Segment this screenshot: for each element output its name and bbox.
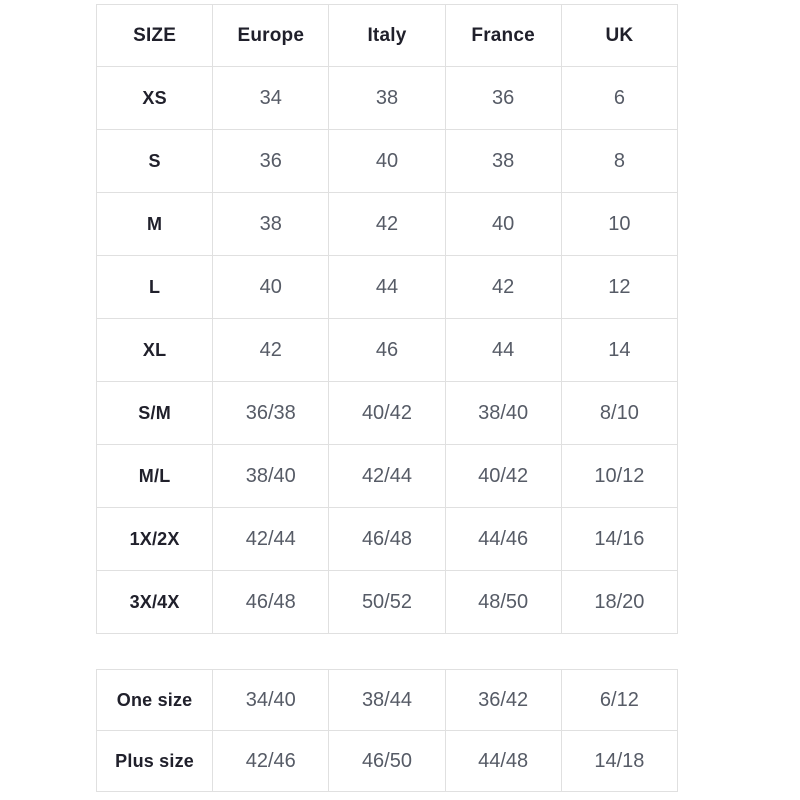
table-row: [97, 571, 678, 634]
size-conversion-table-body: [97, 67, 678, 634]
table-row: [97, 670, 678, 731]
table-header-row: [97, 5, 678, 67]
size-value-cell: 6: [561, 67, 677, 130]
column-header: UK: [561, 5, 677, 67]
table-row: [97, 382, 678, 445]
table-row: [97, 508, 678, 571]
size-label-cell: 3X/4X: [97, 571, 213, 634]
column-header: Italy: [329, 5, 445, 67]
size-value-cell: 40: [329, 130, 445, 193]
size-label-cell: M: [97, 193, 213, 256]
table-row: [97, 256, 678, 319]
size-value-cell: 44: [445, 319, 561, 382]
column-header: SIZE: [97, 5, 213, 67]
special-sizes-table-body: [97, 670, 678, 792]
size-value-cell: 40: [213, 256, 329, 319]
column-header: France: [445, 5, 561, 67]
size-value-cell: 8: [561, 130, 677, 193]
size-label-cell: One size: [97, 670, 213, 731]
size-label-cell: S: [97, 130, 213, 193]
size-value-cell: 50/52: [329, 571, 445, 634]
size-value-cell: 34/40: [213, 670, 329, 731]
size-value-cell: 40/42: [329, 382, 445, 445]
size-label-cell: S/M: [97, 382, 213, 445]
size-label-cell: M/L: [97, 445, 213, 508]
size-label-cell: XL: [97, 319, 213, 382]
size-conversion-table: [96, 4, 678, 634]
table-row: [97, 67, 678, 130]
size-value-cell: 14/18: [561, 731, 677, 792]
size-value-cell: 36: [213, 130, 329, 193]
size-value-cell: 38: [445, 130, 561, 193]
size-value-cell: 42/44: [329, 445, 445, 508]
table-gap-spacer: [96, 634, 678, 669]
size-value-cell: 42/46: [213, 731, 329, 792]
size-value-cell: 40: [445, 193, 561, 256]
table-row: [97, 445, 678, 508]
size-value-cell: 8/10: [561, 382, 677, 445]
size-value-cell: 18/20: [561, 571, 677, 634]
size-value-cell: 42: [213, 319, 329, 382]
size-label-cell: Plus size: [97, 731, 213, 792]
size-value-cell: 38/40: [213, 445, 329, 508]
size-value-cell: 48/50: [445, 571, 561, 634]
size-value-cell: 6/12: [561, 670, 677, 731]
size-value-cell: 42: [329, 193, 445, 256]
size-label-cell: 1X/2X: [97, 508, 213, 571]
size-value-cell: 44/46: [445, 508, 561, 571]
table-row: [97, 319, 678, 382]
size-value-cell: 36/42: [445, 670, 561, 731]
size-value-cell: 12: [561, 256, 677, 319]
size-value-cell: 46/48: [213, 571, 329, 634]
size-value-cell: 14: [561, 319, 677, 382]
table-row: [97, 130, 678, 193]
size-value-cell: 42: [445, 256, 561, 319]
size-value-cell: 44: [329, 256, 445, 319]
table-row: [97, 193, 678, 256]
size-value-cell: 38: [329, 67, 445, 130]
column-header: Europe: [213, 5, 329, 67]
size-value-cell: 36: [445, 67, 561, 130]
size-conversion-table-head: [97, 5, 678, 67]
size-value-cell: 46/50: [329, 731, 445, 792]
size-conversion-page: [96, 4, 678, 792]
size-value-cell: 38/40: [445, 382, 561, 445]
size-value-cell: 34: [213, 67, 329, 130]
size-value-cell: 46/48: [329, 508, 445, 571]
size-value-cell: 46: [329, 319, 445, 382]
size-label-cell: XS: [97, 67, 213, 130]
size-value-cell: 40/42: [445, 445, 561, 508]
size-value-cell: 38: [213, 193, 329, 256]
size-value-cell: 10: [561, 193, 677, 256]
size-value-cell: 38/44: [329, 670, 445, 731]
table-row: [97, 731, 678, 792]
size-value-cell: 44/48: [445, 731, 561, 792]
size-value-cell: 36/38: [213, 382, 329, 445]
size-value-cell: 42/44: [213, 508, 329, 571]
special-sizes-table: [96, 669, 678, 792]
size-label-cell: L: [97, 256, 213, 319]
size-value-cell: 14/16: [561, 508, 677, 571]
size-value-cell: 10/12: [561, 445, 677, 508]
